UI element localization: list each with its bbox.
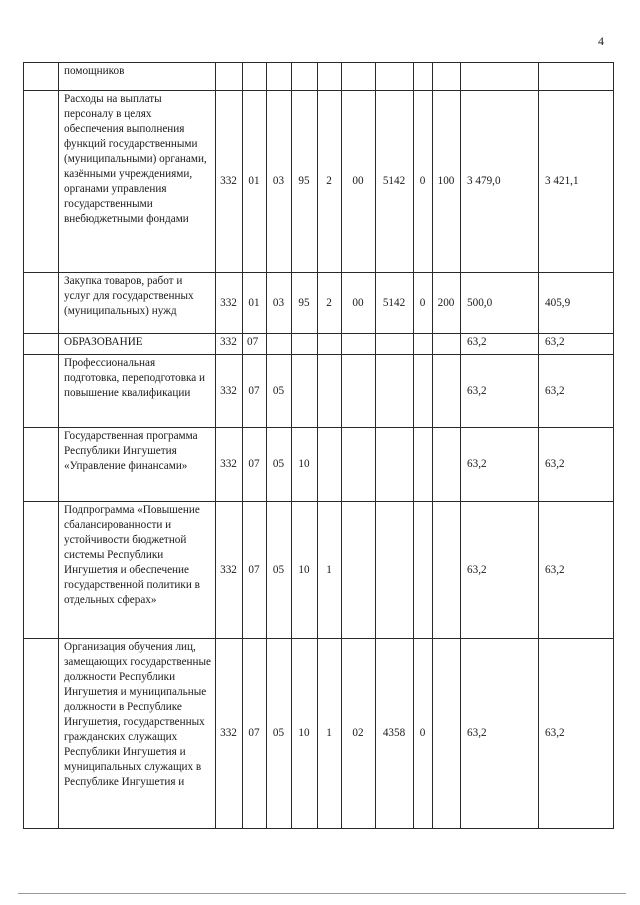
subprogram-code-cell	[318, 334, 342, 355]
event-code-cell	[342, 63, 376, 91]
row-name-cell: помощников	[59, 63, 216, 91]
section-code-cell: 01	[243, 273, 267, 334]
row-number-cell	[24, 428, 59, 502]
subsection-code-cell: 05	[267, 428, 292, 502]
subsection-code-cell: 05	[267, 355, 292, 428]
planned-amount-cell: 63,2	[461, 334, 539, 355]
extra-code-cell	[414, 334, 433, 355]
extra-code-cell: 0	[414, 273, 433, 334]
extra-code-cell	[414, 63, 433, 91]
subsection-code-cell: 05	[267, 502, 292, 639]
row-name-cell: Организация обучения лиц, замещающих государственные должности Республики Ингушетия и муниципальные должности в Республике Ингушетия, государственных гражданских служащих Республики Ингушетия и муниципальных служащих в Республике Ингушетия и	[59, 639, 216, 829]
subprogram-code-cell	[318, 63, 342, 91]
expense-type-code-cell	[433, 334, 461, 355]
event-code-cell	[342, 334, 376, 355]
direction-code-cell	[376, 355, 414, 428]
extra-code-cell	[414, 428, 433, 502]
executed-amount-cell: 63,2	[539, 428, 614, 502]
subsection-code-cell: 03	[267, 91, 292, 273]
subsection-code-cell: 05	[267, 639, 292, 829]
extra-code-cell	[414, 355, 433, 428]
section-code-cell: 07	[243, 639, 267, 829]
program-code-cell	[292, 63, 318, 91]
admin-code-cell: 332	[216, 502, 243, 639]
table-row	[24, 91, 614, 273]
extra-code-cell	[414, 502, 433, 639]
page-bottom-rule	[18, 893, 626, 894]
direction-code-cell	[376, 63, 414, 91]
section-code-cell: 07	[243, 334, 267, 355]
program-code-cell: 10	[292, 502, 318, 639]
subsection-code-cell	[267, 334, 292, 355]
table-row	[24, 273, 614, 334]
row-name-cell: Подпрограмма «Повышение сбалансированности и устойчивости бюджетной системы Республики Ингушетия и обеспечение государственной политики в отдельных сферах»	[59, 502, 216, 639]
table-row	[24, 639, 614, 829]
admin-code-cell	[216, 63, 243, 91]
row-name-cell: Расходы на выплаты персоналу в целях обеспечения выполнения функций государственными (муниципальными) органами, казёнными учреждениями, органами управления государственными внебюджетными фондами	[59, 91, 216, 273]
executed-amount-cell	[539, 63, 614, 91]
admin-code-cell: 332	[216, 334, 243, 355]
expense-type-code-cell	[433, 63, 461, 91]
direction-code-cell: 4358	[376, 639, 414, 829]
program-code-cell: 95	[292, 91, 318, 273]
program-code-cell: 95	[292, 273, 318, 334]
executed-amount-cell: 3 421,1	[539, 91, 614, 273]
planned-amount-cell: 63,2	[461, 639, 539, 829]
section-code-cell	[243, 63, 267, 91]
event-code-cell	[342, 428, 376, 502]
direction-code-cell	[376, 502, 414, 639]
program-code-cell: 10	[292, 428, 318, 502]
row-name-cell: Закупка товаров, работ и услуг для государственных (муниципальных) нужд	[59, 273, 216, 334]
admin-code-cell: 332	[216, 355, 243, 428]
page-number: 4	[598, 34, 604, 48]
program-code-cell	[292, 355, 318, 428]
expense-type-code-cell: 100	[433, 91, 461, 273]
planned-amount-cell: 500,0	[461, 273, 539, 334]
planned-amount-cell: 63,2	[461, 355, 539, 428]
expense-type-code-cell	[433, 355, 461, 428]
direction-code-cell	[376, 428, 414, 502]
admin-code-cell: 332	[216, 91, 243, 273]
direction-code-cell	[376, 334, 414, 355]
row-number-cell	[24, 639, 59, 829]
row-number-cell	[24, 502, 59, 639]
event-code-cell: 02	[342, 639, 376, 829]
executed-amount-cell: 405,9	[539, 273, 614, 334]
row-name-cell: Профессиональная подготовка, переподготовка и повышение квалификации	[59, 355, 216, 428]
event-code-cell	[342, 502, 376, 639]
table-row	[24, 334, 614, 355]
row-number-cell	[24, 355, 59, 428]
planned-amount-cell	[461, 63, 539, 91]
program-code-cell	[292, 334, 318, 355]
subprogram-code-cell: 2	[318, 273, 342, 334]
extra-code-cell: 0	[414, 91, 433, 273]
extra-code-cell: 0	[414, 639, 433, 829]
executed-amount-cell: 63,2	[539, 334, 614, 355]
row-number-cell	[24, 273, 59, 334]
row-number-cell	[24, 63, 59, 91]
direction-code-cell: 5142	[376, 273, 414, 334]
expense-type-code-cell: 200	[433, 273, 461, 334]
subsection-code-cell: 03	[267, 273, 292, 334]
executed-amount-cell: 63,2	[539, 502, 614, 639]
subsection-code-cell	[267, 63, 292, 91]
admin-code-cell: 332	[216, 639, 243, 829]
planned-amount-cell: 3 479,0	[461, 91, 539, 273]
admin-code-cell: 332	[216, 428, 243, 502]
section-code-cell: 07	[243, 355, 267, 428]
subprogram-code-cell: 1	[318, 502, 342, 639]
executed-amount-cell: 63,2	[539, 355, 614, 428]
direction-code-cell: 5142	[376, 91, 414, 273]
section-code-cell: 07	[243, 502, 267, 639]
row-number-cell	[24, 334, 59, 355]
table-row	[24, 502, 614, 639]
subprogram-code-cell	[318, 428, 342, 502]
subprogram-code-cell: 1	[318, 639, 342, 829]
expense-type-code-cell	[433, 639, 461, 829]
event-code-cell: 00	[342, 273, 376, 334]
table-row	[24, 428, 614, 502]
executed-amount-cell: 63,2	[539, 639, 614, 829]
table-row	[24, 63, 614, 91]
table-row	[24, 355, 614, 428]
section-code-cell: 07	[243, 428, 267, 502]
admin-code-cell: 332	[216, 273, 243, 334]
row-name-cell: Государственная программа Республики Ингушетия «Управление финансами»	[59, 428, 216, 502]
event-code-cell	[342, 355, 376, 428]
expense-type-code-cell	[433, 502, 461, 639]
section-code-cell: 01	[243, 91, 267, 273]
planned-amount-cell: 63,2	[461, 502, 539, 639]
subprogram-code-cell: 2	[318, 91, 342, 273]
planned-amount-cell: 63,2	[461, 428, 539, 502]
subprogram-code-cell	[318, 355, 342, 428]
expense-type-code-cell	[433, 428, 461, 502]
budget-table	[23, 62, 614, 829]
table-body	[24, 63, 614, 829]
program-code-cell: 10	[292, 639, 318, 829]
row-number-cell	[24, 91, 59, 273]
event-code-cell: 00	[342, 91, 376, 273]
row-name-cell: ОБРАЗОВАНИЕ	[59, 334, 216, 355]
